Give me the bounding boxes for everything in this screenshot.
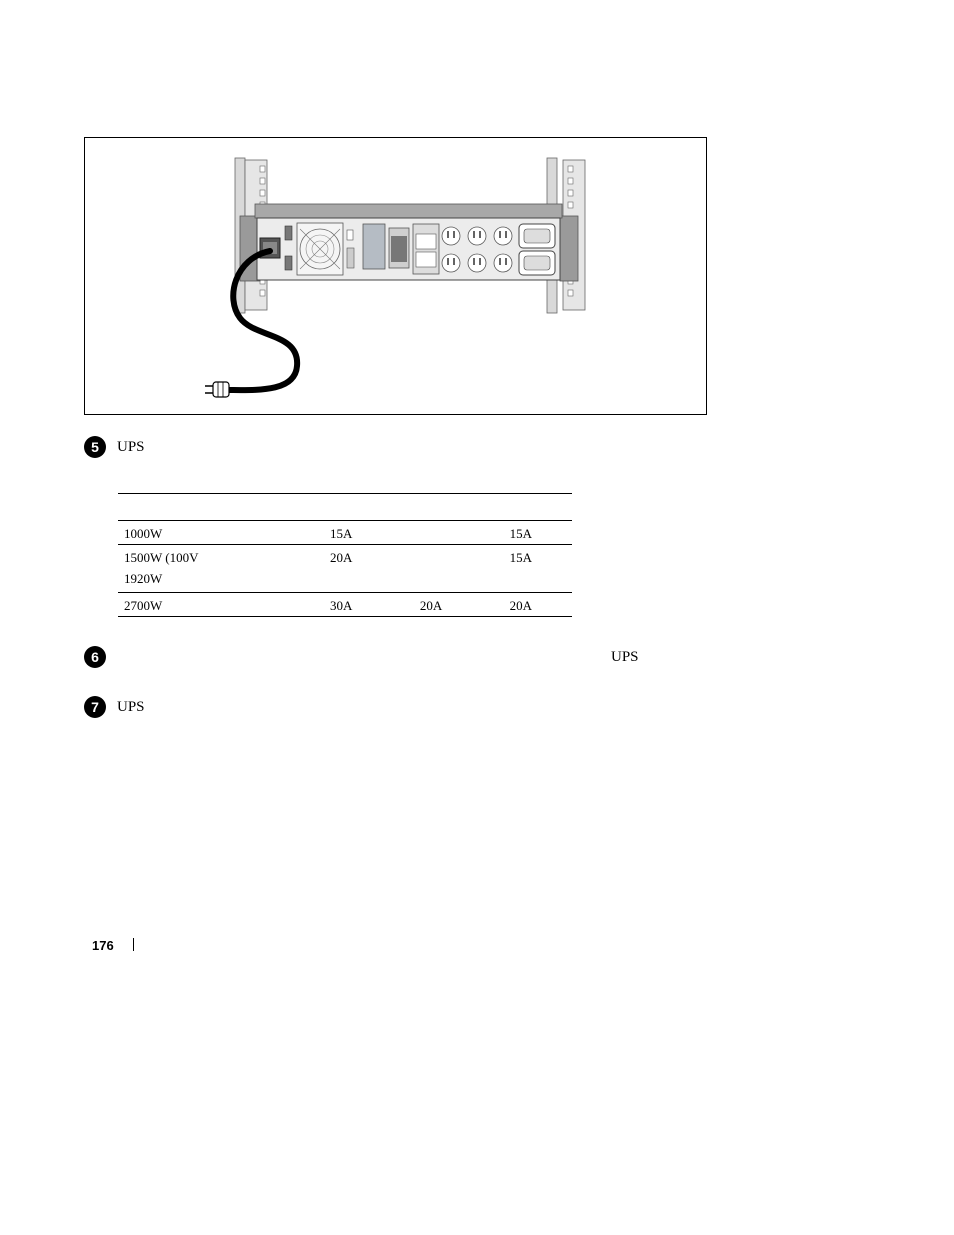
table-cell: [420, 545, 510, 593]
breaker-switch: [285, 256, 292, 270]
step-5: [84, 436, 704, 460]
page-number: 176: [92, 938, 114, 953]
table-cell: 15A: [509, 550, 533, 565]
table-header-row: [118, 494, 572, 521]
table-cell: 20A: [509, 598, 533, 613]
step-number-badge: 6: [84, 646, 106, 668]
step-7: [84, 696, 704, 720]
right-mounting-bracket: [560, 216, 578, 281]
iec-c13-outlet-group: [413, 224, 439, 274]
step-text-trailing: UPS: [611, 649, 639, 665]
step-text: UPS: [117, 439, 145, 455]
circuit-rating-table: [118, 493, 572, 617]
table-header-cell: [510, 494, 572, 521]
table-header-cell: [420, 494, 510, 521]
table-row: [118, 593, 572, 617]
usb-port: [347, 230, 353, 240]
power-plug-icon: [205, 382, 229, 397]
table-cell: 15A: [330, 526, 353, 541]
table-cell: [118, 545, 330, 593]
breaker-switch: [285, 226, 292, 240]
table-cell: 30A: [330, 598, 353, 613]
serial-port: [347, 248, 354, 268]
step-number-badge: 7: [84, 696, 106, 718]
table-header-cell: [118, 494, 330, 521]
table-cell: 20A: [419, 598, 443, 613]
network-card-slot: [363, 224, 385, 269]
ups-rack-illustration: [85, 138, 708, 416]
step-number-badge: 5: [84, 436, 106, 458]
step-text: UPS: [117, 699, 145, 715]
table-cell: 20A: [330, 550, 353, 565]
table-cell: [420, 521, 510, 545]
table-cell: 2700W: [124, 598, 163, 613]
fan-grille-icon: [297, 223, 343, 275]
ups-top-cover: [255, 204, 562, 218]
table-row: [118, 521, 572, 545]
step-6: [84, 646, 704, 670]
table-row: [118, 545, 572, 593]
table-cell-line: 1500W (100V: [124, 550, 199, 565]
table-cell: 1000W: [124, 526, 163, 541]
ups-rear-panel-figure: [84, 137, 707, 415]
table-cell: 15A: [509, 526, 533, 541]
footer-divider: [133, 938, 134, 951]
table-cell-line: 1920W: [124, 571, 163, 586]
table-header-cell: [330, 494, 420, 521]
